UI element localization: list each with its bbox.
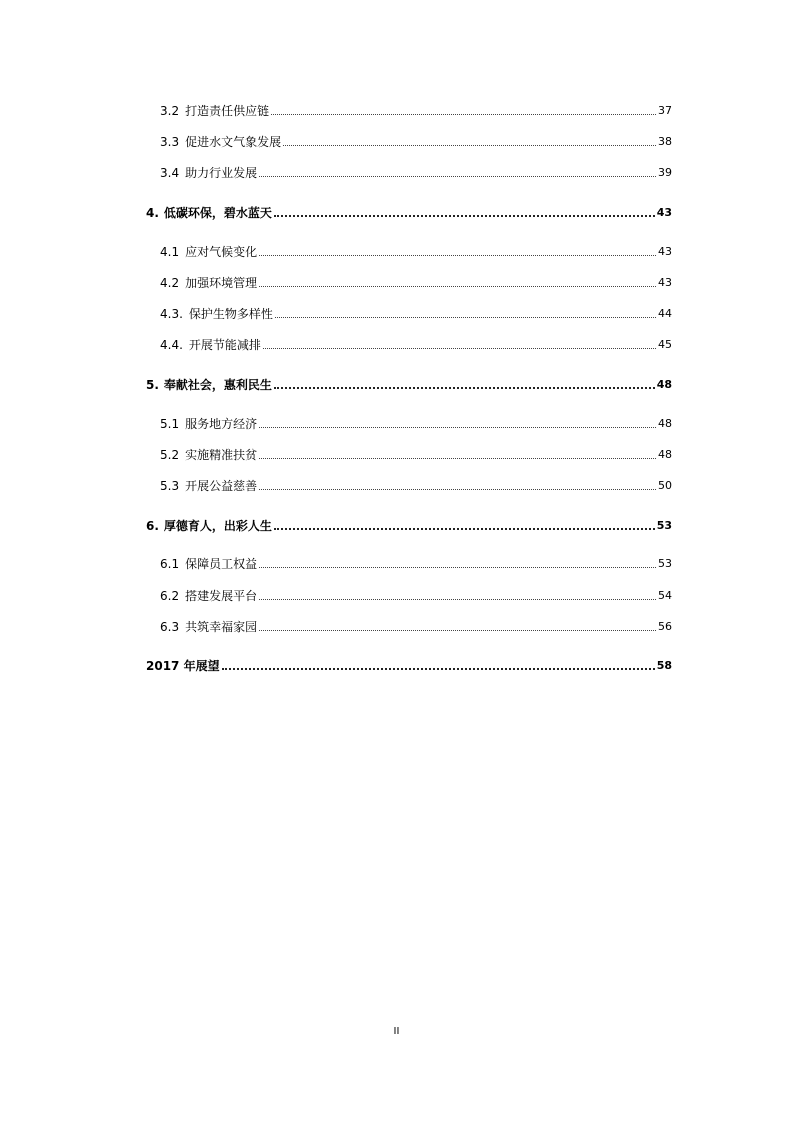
toc-entry-number: 6.: [146, 519, 159, 533]
toc-entry-3-3[interactable]: [160, 132, 672, 150]
toc-entry-page: 48: [658, 448, 672, 461]
dot-leader: [263, 348, 656, 349]
toc-entry-page: 39: [658, 166, 672, 179]
toc-entry-page: 48: [658, 417, 672, 430]
toc-entry-4-1[interactable]: [160, 242, 672, 260]
toc-entry-page: 44: [658, 307, 672, 320]
toc-entry-3-4[interactable]: [160, 163, 672, 181]
dot-leader: [283, 145, 656, 146]
dot-leader: [222, 668, 655, 670]
toc-entry-title: 低碳环保，碧水蓝天: [163, 206, 272, 220]
toc-entry-number: 3.3: [160, 135, 180, 149]
toc-entry-4-3[interactable]: [160, 304, 672, 322]
page-number: II: [393, 1026, 400, 1037]
toc-entry-5-2[interactable]: [160, 445, 672, 463]
toc-entry-page: 54: [658, 589, 672, 602]
toc-entry-title: 促进水文气象发展: [185, 135, 282, 149]
toc-entry-page: 43: [658, 245, 672, 258]
toc-entry-title: 共筑幸福家园: [185, 620, 258, 634]
dot-leader: [274, 215, 655, 217]
toc-entry-3-2[interactable]: [160, 101, 672, 119]
toc-entry-title: 打造责任供应链: [185, 104, 270, 118]
toc-entry-page: 56: [658, 620, 672, 633]
toc-entry-number: 5.2: [160, 448, 180, 462]
dot-leader: [274, 387, 655, 389]
toc-entry-title: 应对气候变化: [185, 245, 258, 259]
toc-entry-title: 开展公益慈善: [185, 479, 258, 493]
dot-leader: [259, 286, 656, 287]
toc-entry-page: 43: [656, 206, 672, 219]
toc-entry-6-2[interactable]: [160, 586, 672, 604]
toc-entry-4-2[interactable]: [160, 273, 672, 291]
dot-leader: [259, 255, 656, 256]
toc-entry-title: 实施精准扶贫: [185, 448, 258, 462]
toc-entry-6-1[interactable]: [160, 554, 672, 572]
dot-leader: [259, 489, 656, 490]
toc-entry-title: 保护生物多样性: [188, 307, 273, 321]
toc-entry-page: 37: [658, 104, 672, 117]
toc-entry-title: 开展节能减排: [188, 338, 261, 352]
toc-entry-number: 4.3.: [160, 307, 183, 321]
toc-entry-number: 4.1: [160, 245, 180, 259]
toc-entry-number: 4.4.: [160, 338, 183, 352]
toc-entry-5-1[interactable]: [160, 414, 672, 432]
toc-entry-page: 58: [656, 659, 672, 672]
toc-entry-number: 5.: [146, 378, 159, 392]
toc-entry-number: 5.3: [160, 479, 180, 493]
toc-entry-page: 43: [658, 276, 672, 289]
toc-entry-title: 保障员工权益: [185, 557, 258, 571]
toc-entry-title: 助力行业发展: [185, 166, 258, 180]
toc-entry-number: 3.4: [160, 166, 180, 180]
toc-entry-number: 4.2: [160, 276, 180, 290]
toc-entry-number: 6.3: [160, 620, 180, 634]
toc-entry-title: 2017 年展望: [146, 659, 220, 673]
toc-entry-title: 服务地方经济: [185, 417, 258, 431]
dot-leader: [259, 458, 656, 459]
toc-entry-number: 6.1: [160, 557, 180, 571]
toc-entry-page: 53: [656, 519, 672, 532]
dot-leader: [274, 528, 655, 530]
dot-leader: [259, 599, 656, 600]
dot-leader: [259, 630, 656, 631]
toc-entry-page: 50: [658, 479, 672, 492]
dot-leader: [259, 427, 656, 428]
toc-section-5[interactable]: [146, 375, 672, 393]
toc-entry-number: 5.1: [160, 417, 180, 431]
toc-entry-title: 厚德育人，出彩人生: [163, 519, 272, 533]
toc-entry-page: 48: [656, 378, 672, 391]
toc-entry-page: 45: [658, 338, 672, 351]
toc-section-6[interactable]: [146, 516, 672, 534]
toc-section-outlook[interactable]: [146, 656, 672, 674]
toc-entry-page: 38: [658, 135, 672, 148]
toc-section-4[interactable]: [146, 203, 672, 221]
dot-leader: [275, 317, 656, 318]
toc-entry-title: 加强环境管理: [185, 276, 258, 290]
toc-entry-number: 4.: [146, 206, 159, 220]
toc-entry-4-4[interactable]: [160, 335, 672, 353]
dot-leader: [259, 176, 656, 177]
toc-entry-number: 6.2: [160, 589, 180, 603]
dot-leader: [271, 114, 656, 115]
toc-entry-5-3[interactable]: [160, 476, 672, 494]
toc-entry-title: 搭建发展平台: [185, 589, 258, 603]
toc-entry-page: 53: [658, 557, 672, 570]
toc-entry-number: 3.2: [160, 104, 180, 118]
toc-entry-6-3[interactable]: [160, 617, 672, 635]
dot-leader: [259, 567, 656, 568]
toc-entry-title: 奉献社会，惠利民生: [163, 378, 272, 392]
